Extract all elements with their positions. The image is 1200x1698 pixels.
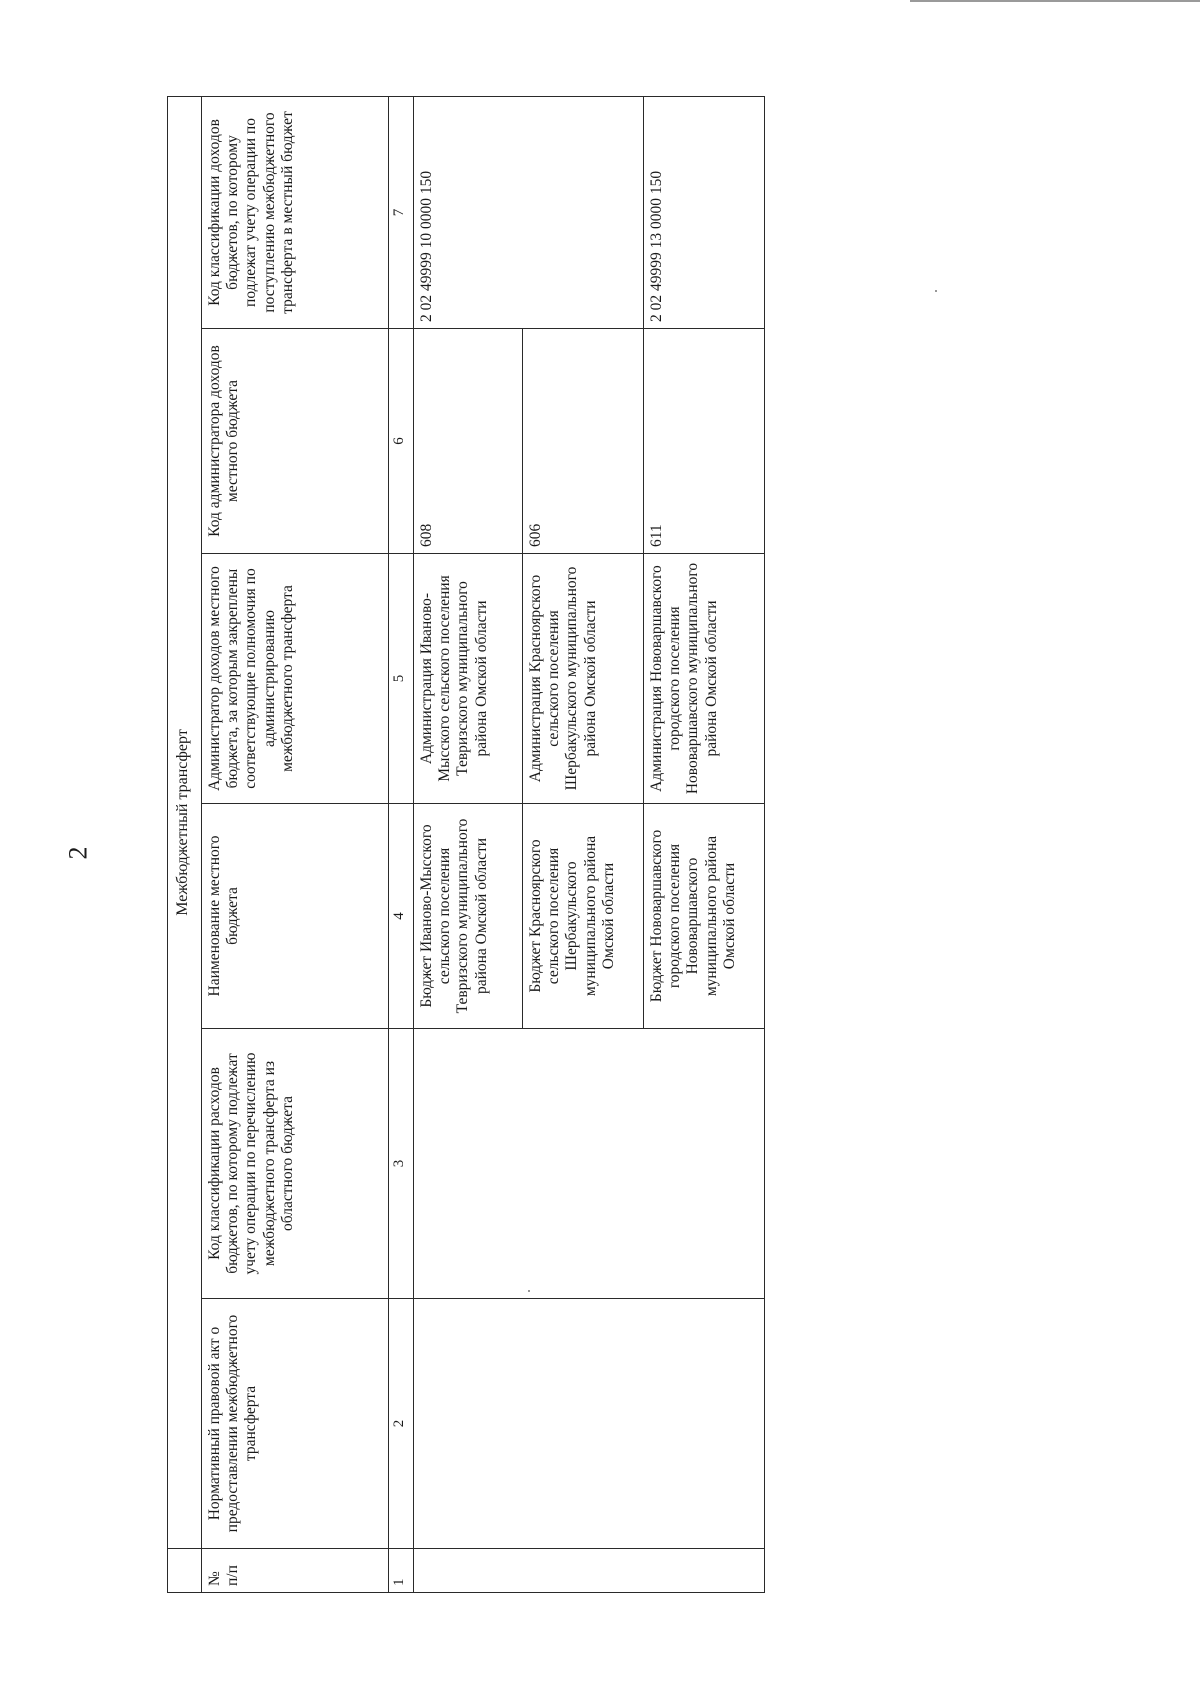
administrator-cell: Администрация Красноярского сельского поселения Шербакульского муниципального района Омской области bbox=[522, 554, 643, 804]
table-title: Межбюджетный трансферт bbox=[168, 96, 202, 1548]
column-header-number: № п/п bbox=[201, 1549, 388, 1593]
group-title-row bbox=[168, 96, 202, 1592]
column-header-administrator: Администратор доходов местного бюджета, за которым закреплены соответствующие полномочия по администрированию межбюджетного трансферта bbox=[201, 554, 388, 804]
column-number: 6 bbox=[388, 329, 413, 554]
column-number: 2 bbox=[388, 1299, 413, 1549]
row-number-cell bbox=[413, 1549, 764, 1593]
budget-name-cell: Бюджет Нововаршавского городского поселения Нововаршавского муниципального района Омской области bbox=[643, 804, 764, 1029]
column-header-income-code: Код классификации доходов бюджетов, по которому подлежат учету операции по поступлению межбюджетного трансферта в местный бюджет bbox=[201, 96, 388, 328]
admin-code-cell: 608 bbox=[413, 329, 522, 554]
column-number: 5 bbox=[388, 554, 413, 804]
administrator-cell: Администрация Иваново-Мысского сельского поселения Тевризского муниципального района Омской области bbox=[413, 554, 522, 804]
column-number: 4 bbox=[388, 804, 413, 1029]
page-number: 2 bbox=[63, 846, 93, 860]
column-number: 1 bbox=[388, 1549, 413, 1593]
budget-name-cell: Бюджет Красноярского сельского поселения Шербакульского муниципального района Омской области bbox=[522, 804, 643, 1029]
column-header-admin-code: Код администратора доходов местного бюджета bbox=[201, 329, 388, 554]
admin-code-cell: 606 bbox=[522, 329, 643, 554]
table-row bbox=[413, 96, 522, 1592]
income-code-cell: 2 02 49999 10 0000 150 bbox=[413, 96, 643, 328]
budget-name-cell: Бюджет Ивановo-Мысского сельского поселения Тевризского муниципального района Омской области bbox=[413, 804, 522, 1029]
column-number-row bbox=[388, 96, 413, 1592]
column-header-expense-code: Код классификации расходов бюджетов, по которому подлежат учету операции по перечислению межбюджетного трансферта из областного бюджета bbox=[201, 1029, 388, 1299]
legal-act-cell bbox=[413, 1299, 764, 1549]
admin-code-cell: 611 bbox=[643, 329, 764, 554]
administrator-cell: Администрация Нововаршавского городского поселения Нововаршавского муниципального района Омской области bbox=[643, 554, 764, 804]
header-row bbox=[201, 96, 388, 1592]
column-number: 3 bbox=[388, 1029, 413, 1299]
transfer-table bbox=[167, 96, 765, 1593]
column-header-legal-act: Нормативный правовой акт о предоставлении межбюджетного трансферта bbox=[201, 1299, 388, 1549]
column-number: 7 bbox=[388, 96, 413, 328]
column-header-budget-name: Наименование местного бюджета bbox=[201, 804, 388, 1029]
expense-code-cell bbox=[413, 1029, 764, 1299]
income-code-cell: 2 02 49999 13 0000 150 bbox=[643, 96, 764, 328]
